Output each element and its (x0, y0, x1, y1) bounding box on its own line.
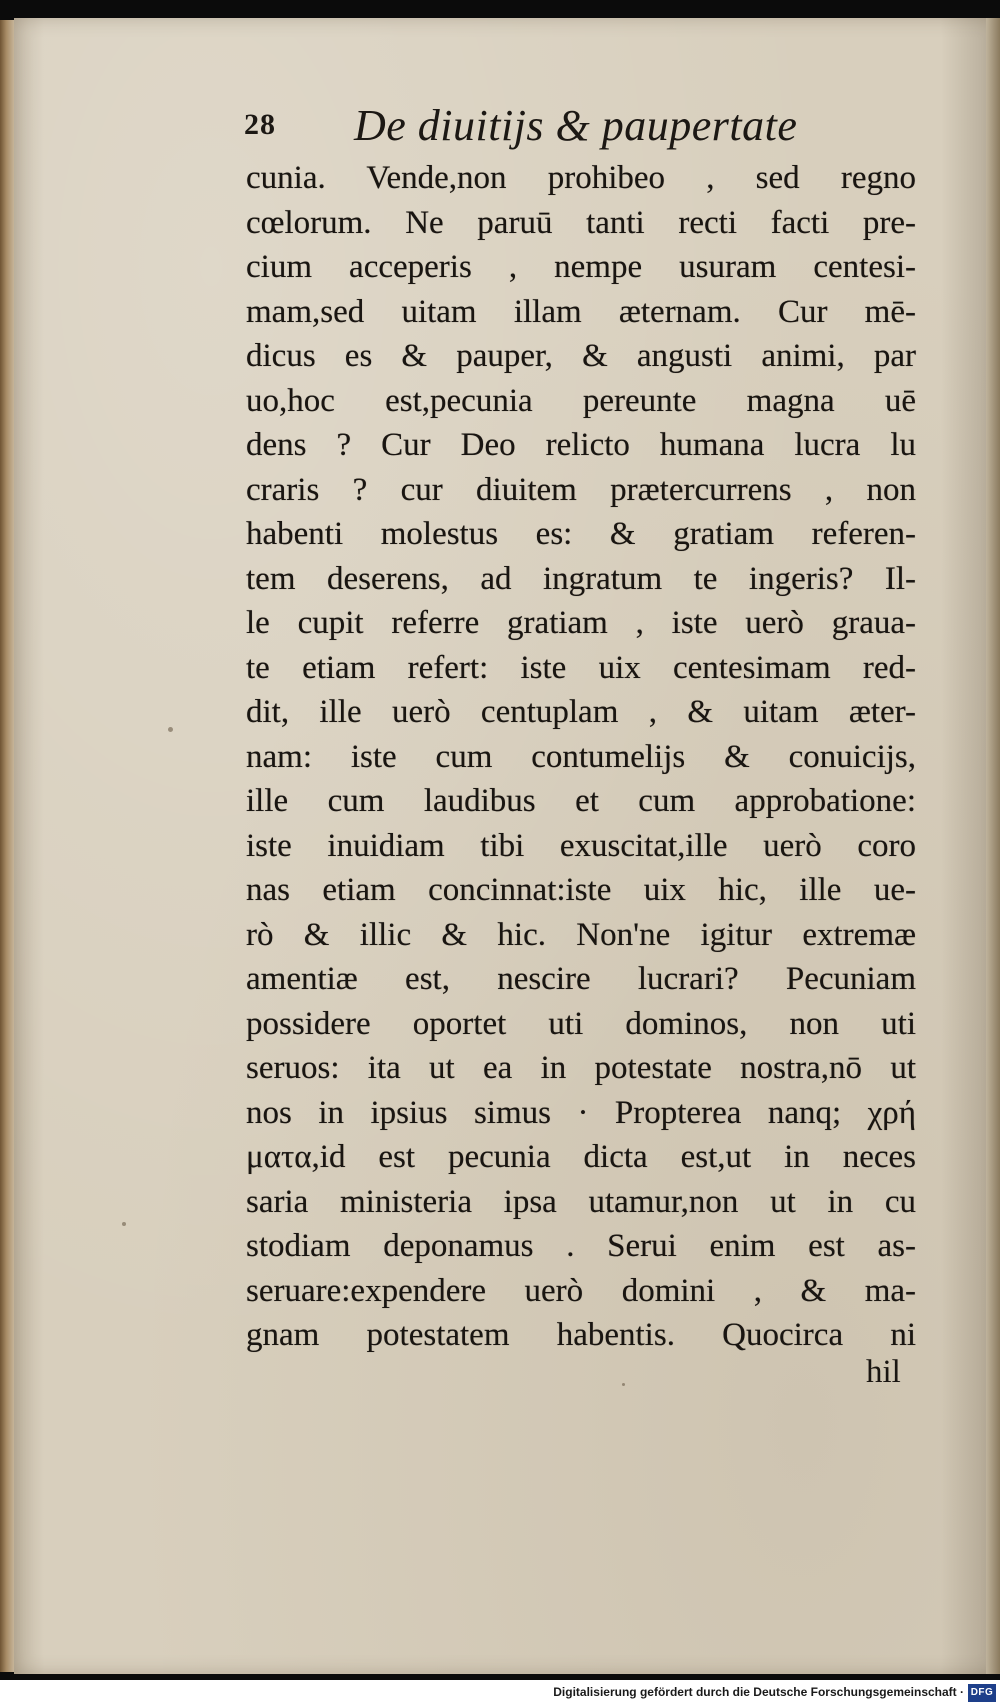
text-line: amentiæ est, nescire lucrari? Pecuniam (246, 961, 916, 997)
text-line: rò & illic & hic. Non'ne igitur extremæ (246, 916, 916, 953)
catchword: hil (866, 1354, 901, 1390)
text-line: cium acceperis , nempe usuram centesi- (246, 249, 916, 285)
text-line: stodiam deponamus . Serui enim est as- (246, 1228, 916, 1264)
text-line: dit, ille uerò centuplam , & uitam æter- (246, 694, 916, 730)
text-line: iste inuidiam tibi exuscitat,ille uerò coro (246, 827, 916, 864)
paper-speck (168, 727, 173, 732)
text-line: tem deserens, ad ingratum te ingeris? Il- (246, 560, 916, 597)
text-line: ille cum laudibus et cum approbatione: (246, 783, 916, 819)
text-line: dicus es & pauper, & angusti animi, par (246, 338, 916, 374)
text-line: possidere oportet uti dominos, non uti (246, 1005, 916, 1042)
text-line: craris ? cur diuitem prætercurrens , non (246, 471, 916, 508)
page-fore-edge (986, 18, 1000, 1674)
page-number: 28 (244, 108, 276, 141)
text-line: habenti molestus es: & gratiam referen- (246, 516, 916, 552)
text-line: mam,sed uitam illam æternam. Cur mē- (246, 293, 916, 330)
text-line: nos in ipsius simus · Propterea nanq; χρή (246, 1094, 916, 1131)
text-line: ματα,id est pecunia dicta est,ut in neces (246, 1139, 916, 1175)
text-line: seruare:expendere uerò domini , & ma- (246, 1272, 916, 1309)
body-text (246, 156, 916, 1358)
text-line: nam: iste cum contumelijs & conuicijs, (246, 738, 916, 775)
page-header (244, 100, 864, 160)
paper-speck (122, 1222, 126, 1226)
funding-notice: Digitalisierung gefördert durch die Deutsche Forschungsgemeinschaft · (553, 1685, 964, 1699)
text-line: te etiam refert: iste uix centesimam red- (246, 649, 916, 686)
footer-bar (0, 1680, 1000, 1708)
text-line: cœlorum. Ne paruū tanti recti facti pre- (246, 204, 916, 241)
text-line: saria ministeria ipsa utamur,non ut in cu (246, 1183, 916, 1220)
text-line: le cupit referre gratiam , iste uerò graua- (246, 605, 916, 641)
dfg-logo: DFG (968, 1684, 996, 1702)
text-line: seruos: ita ut ea in potestate nostra,nō ut (246, 1050, 916, 1086)
running-title: De diuitijs & paupertate (354, 101, 798, 150)
text-line: dens ? Cur Deo relicto humana lucra lu (246, 427, 916, 463)
text-line: nas etiam concinnat:iste uix hic, ille ue- (246, 872, 916, 908)
text-line: gnam potestatem habentis. Quocirca ni (246, 1317, 916, 1353)
text-line: cunia. Vende,non prohibeo , sed regno (246, 160, 916, 196)
text-line: uo,hoc est,pecunia pereunte magna uē (246, 382, 916, 419)
paper-speck (622, 1383, 625, 1386)
